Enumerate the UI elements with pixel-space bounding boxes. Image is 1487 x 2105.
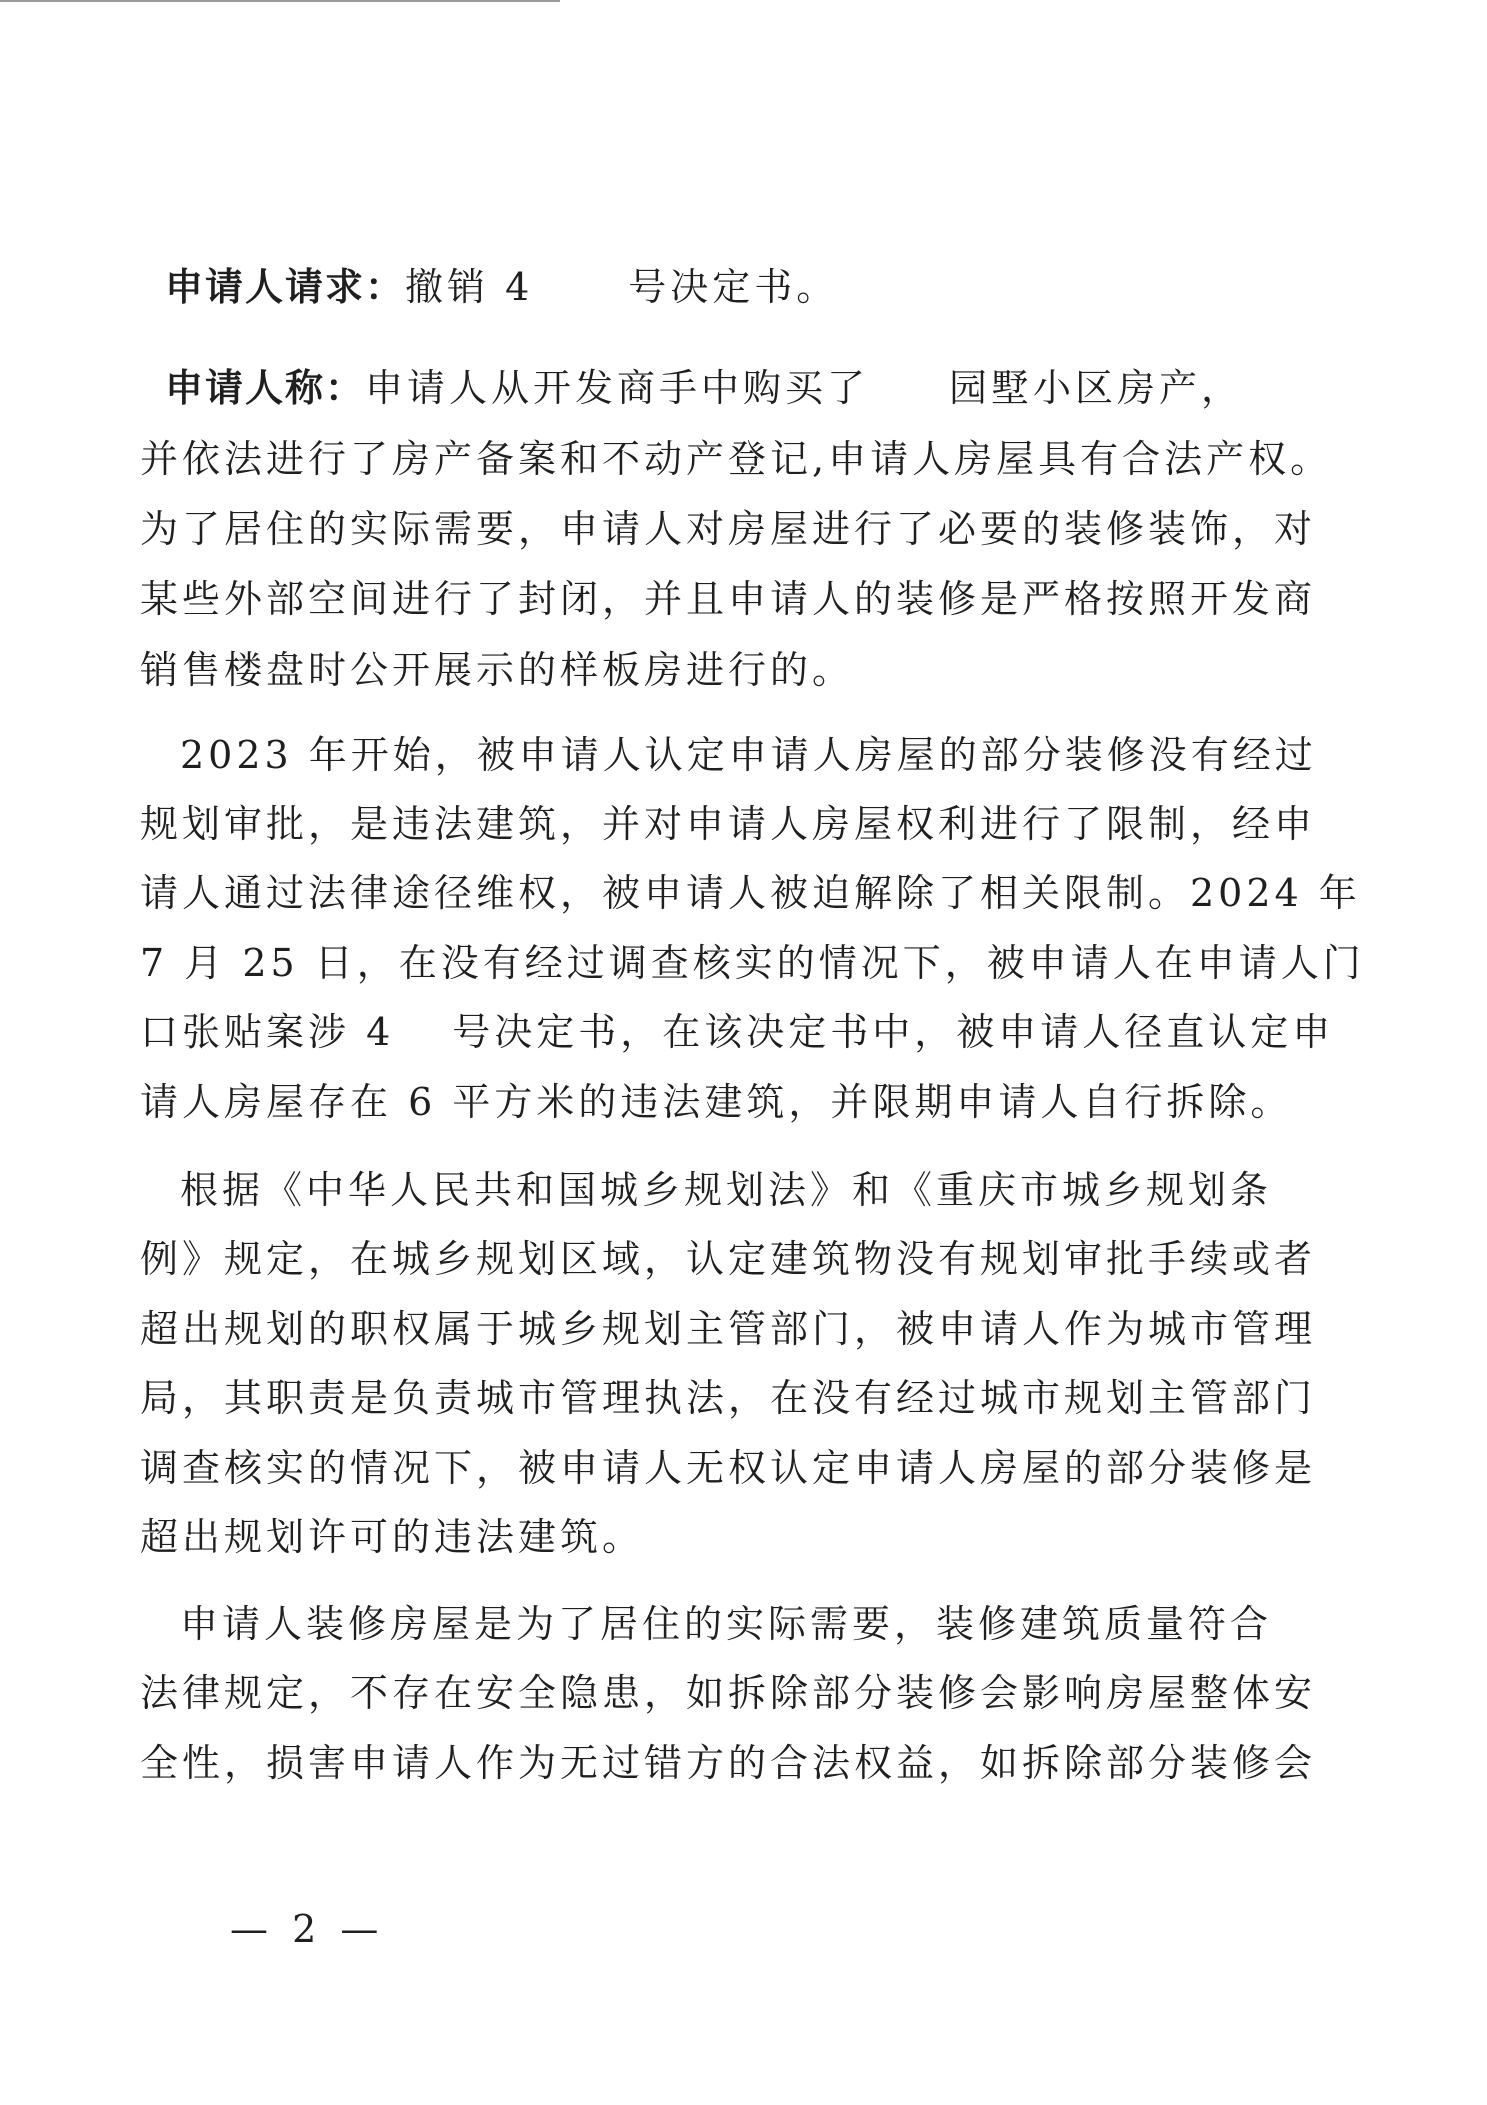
text-line: 局，其职责是负责城市管理执法，在没有经过城市规划主管部门 [140,1376,1317,1420]
text-line: 调查核实的情况下，被申请人无权认定申请人房屋的部分装修是 [140,1446,1317,1490]
text-line [140,1010,1335,1054]
paragraph-start: 根据《中华人民共和国城乡规划法》和《重庆市城乡规划条 [180,1168,1273,1212]
text-line: 例》规定，在城乡规划区域，认定建筑物没有规划审批手续或者 [140,1237,1317,1281]
page-number: — 2 — [230,1907,385,1951]
text-line: 请人通过法律途径维权，被申请人被迫解除了相关限制。2024 年 [140,871,1361,915]
claim-label: 申请人称： [165,366,366,410]
text-after-redaction: 号决定书，在该决定书中，被申请人径直认定申 [452,1010,1335,1054]
text-line: 法律规定，不存在安全隐患，如拆除部分装修会影响房屋整体安 [140,1671,1317,1715]
text-line: 为了居住的实际需要，申请人对房屋进行了必要的装修装饰，对 [140,507,1317,551]
claim-line [165,366,1244,410]
paragraph-start: 2023 年开始，被申请人认定申请人房屋的部分装修没有经过 [180,733,1317,777]
request-text-after: 号决定书。 [628,265,839,309]
text-before-redaction: 口张贴案涉 4 [140,1010,395,1054]
text-line: 并依法进行了房产备案和不动产登记,申请人房屋具有合法产权。 [140,437,1333,481]
request-label: 申请人请求： [165,265,406,309]
text-line: 某些外部空间进行了封闭，并且申请人的装修是严格按照开发商 [140,577,1317,621]
request-line [165,265,839,309]
text-line: 请人房屋存在 6 平方米的违法建筑，并限期申请人自行拆除。 [140,1080,1293,1124]
paragraph-start: 申请人装修房屋是为了居住的实际需要，装修建筑质量符合 [180,1602,1273,1646]
text-line: 超出规划的职权属于城乡规划主管部门，被申请人作为城市管理 [140,1307,1317,1351]
request-text-before: 撤销 4 [405,265,534,309]
scan-edge [0,0,560,2]
text-line: 7 月 25 日，在没有经过调查核实的情况下，被申请人在申请人门 [140,941,1365,985]
claim-text-before: 申请人从开发商手中购买了 [365,366,870,410]
text-line: 全性，损害申请人作为无过错方的合法权益，如拆除部分装修会 [140,1741,1317,1785]
claim-text-after: 园墅小区房产， [949,366,1244,410]
text-line: 规划审批，是违法建筑，并对申请人房屋权利进行了限制，经申 [140,802,1317,846]
text-line: 超出规划许可的违法建筑。 [140,1515,645,1559]
text-line: 销售楼盘时公开展示的样板房进行的。 [140,648,855,692]
